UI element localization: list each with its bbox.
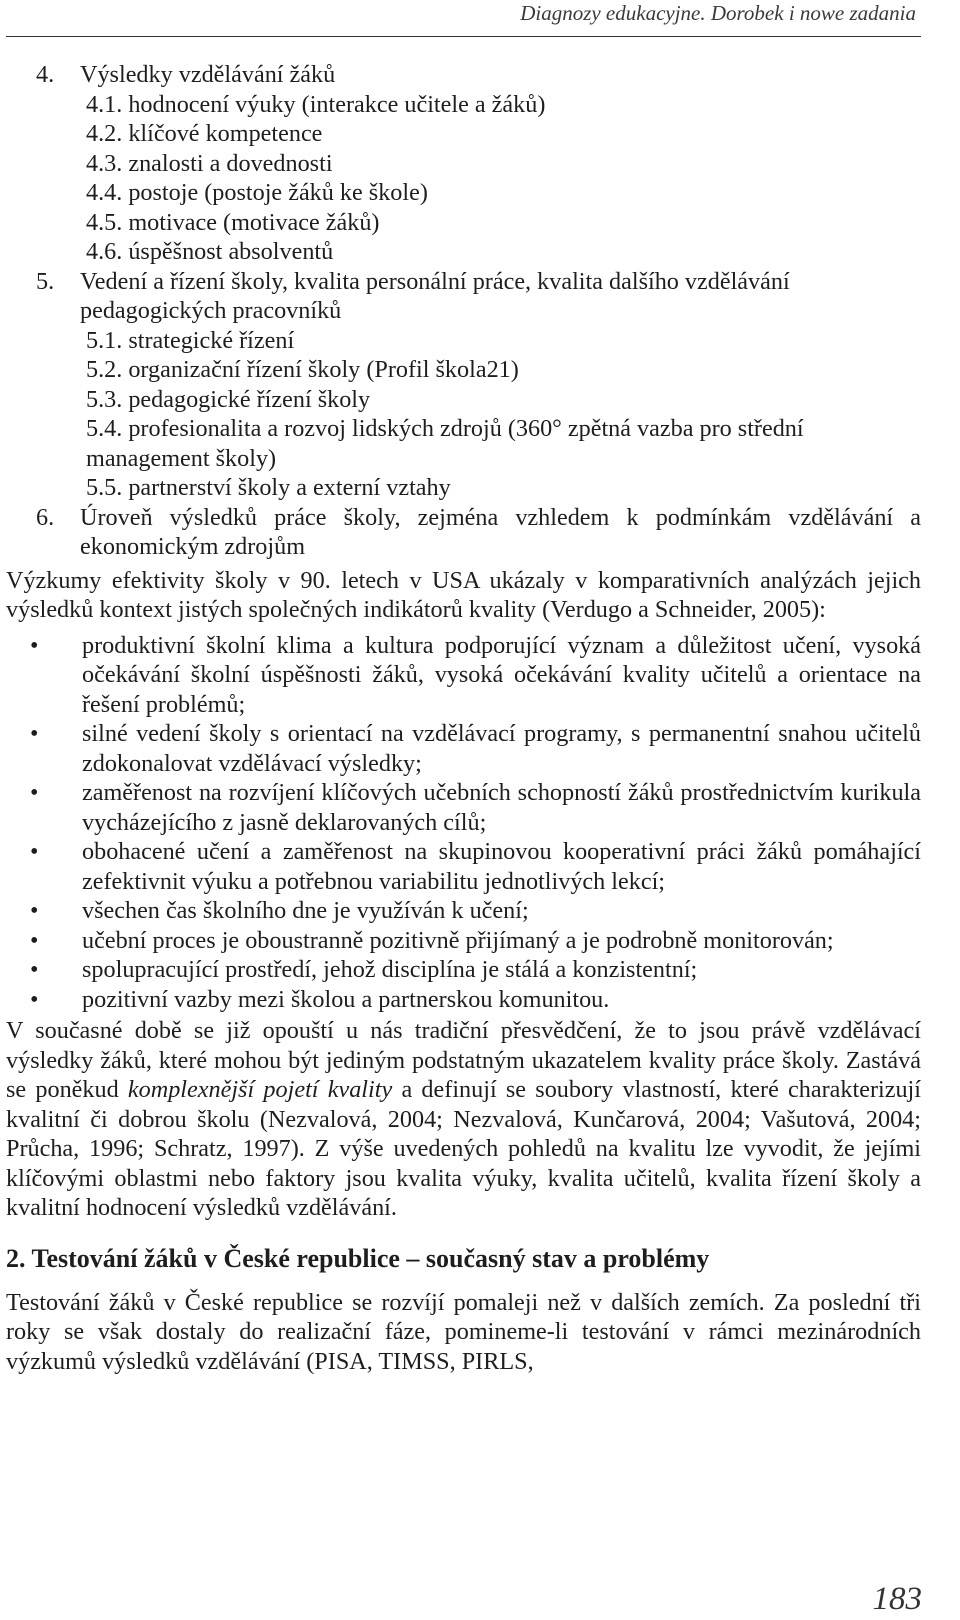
list-item: [6, 778, 921, 837]
bullet-icon: •: [30, 956, 39, 983]
list-item-text: učební proces je oboustranně pozitivně přijímaný a je podrobně monitorován;: [82, 926, 834, 954]
outline-item-title: Vedení a řízení školy, kvalita personální práce, kvalita dalšího vzdělávání pedagogických pracovníků: [80, 267, 790, 324]
quality-paragraph: [6, 1016, 921, 1223]
list-item-text: pozitivní vazby mezi školou a partnerskou komunitou.: [82, 985, 610, 1013]
list-item: [6, 955, 921, 985]
list-item: [6, 896, 921, 926]
page-content: [6, 60, 921, 1376]
section-paragraph: Testování žáků v České republice se rozvíjí pomaleji než v dalších zemích. Za poslední tři roky se však dostaly do realizační fáze, pomineme-li testování v rámci mezinárodních výzkumů výsledků vzdělávání (PISA, TIMSS, PIRLS,: [6, 1288, 921, 1375]
page-number: 183: [872, 1581, 922, 1617]
outline-subitem: 5.5. partnerství školy a externí vztahy: [86, 474, 451, 501]
bullet-icon: •: [30, 779, 39, 806]
bullet-icon: •: [30, 926, 39, 954]
list-item: [6, 631, 921, 720]
outline-subitem: 5.1. strategické řízení: [86, 326, 295, 354]
bullet-icon: •: [30, 838, 39, 865]
outline-subitem: 5.3. pedagogické řízení školy: [86, 385, 371, 413]
list-item-text: všechen čas školního dne je využíván k učení;: [82, 897, 529, 924]
outline-subitem: 4.5. motivace (motivace žáků): [86, 208, 380, 236]
outline-item-4: [6, 60, 921, 90]
bullet-icon: •: [30, 985, 39, 1013]
outline-subitem: 4.2. klíčové kompetence: [86, 120, 323, 147]
emphasis-text: komplexnější pojetí kvality: [127, 1076, 393, 1103]
list-item-text: silné vedení školy s orientací na vzdělávací programy, s permanentní snahou učitelů zdokonalovat vzdělávací výsledky;: [82, 720, 921, 777]
quality-indicator-list: [6, 631, 921, 1015]
list-item-text: produktivní školní klima a kultura podporující význam a důležitost učení, vysoká očekávání školní úspěšnosti žáků, vysoká očekávání kvality učitelů a orientace na řešení problémů;: [82, 631, 921, 718]
outline-subitem: 5.2. organizační řízení školy (Profil škola21): [86, 356, 519, 383]
list-item: [6, 985, 921, 1015]
list-item: [6, 926, 921, 956]
outline-item-number: 6.: [36, 503, 55, 531]
header-rule: [6, 36, 921, 37]
bullet-icon: •: [30, 897, 39, 924]
running-header: Diagnozy edukacyjne. Dorobek i nowe zadania: [520, 1, 916, 25]
outline-subitem: 4.3. znalosti a dovednosti: [86, 149, 333, 177]
outline-item-title: Výsledky vzdělávání žáků: [80, 61, 336, 88]
outline-subitem: 4.1. hodnocení výuky (interakce učitele a žáků): [86, 90, 546, 118]
outline-item-number: 5.: [36, 267, 55, 295]
list-item-text: zaměřenost na rozvíjení klíčových učebních schopností žáků prostřednictvím kurikula vycházejícího z jasně deklarovaných cílů;: [82, 779, 921, 836]
intro-paragraph: Výzkumy efektivity školy v 90. letech v USA ukázaly v komparativních analýzách jejich výsledků kontext jistých společných indikátorů kvality (Verdugo a Schneider, 2005):: [6, 566, 921, 623]
list-item-text: obohacené učení a zaměřenost na skupinovou kooperativní práci žáků pomáhající zefektivnit výuku a potřebnou variabilitu jednotlivých lekcí;: [82, 838, 921, 895]
section-heading: 2. Testování žáků v České republice – současný stav a problémy: [6, 1243, 710, 1273]
paragraph-text: a definují se soubory vlastností, které charakterizují kvalitní či dobrou školu (Nezvalová, 2004; Nezvalová, Kunčarová, 2004; Vašutová, 2004; Průcha, 1996; Schratz, 1997). Z výše uvedených pohledů na kvalitu lze vyvodit, že jejími klíčovými oblastmi nebo faktory jsou kvalita výuky, kvalita učitelů, kvalita řízení školy a kvalitní hodnocení výsledků vzdělávání.: [6, 1076, 921, 1221]
outline-subitem: 4.6. úspěšnost absolventů: [86, 238, 334, 265]
outline-subitem: 4.4. postoje (postoje žáků ke škole): [86, 179, 428, 206]
list-item-text: spolupracující prostředí, jehož disciplína je stálá a konzistentní;: [82, 956, 698, 983]
paragraph-text: V současné době se již opouští u nás tradiční přesvědčení, že to jsou právě vzdělávací výsledky žáků, které mohou být jediným podstatným ukazatelem kvality práce školy. Zastává se poněkud: [6, 1017, 921, 1103]
outline-item-number: 4.: [36, 61, 55, 88]
bullet-icon: •: [30, 720, 39, 747]
outline-item-5: [6, 267, 921, 326]
list-item: [6, 837, 921, 896]
outline-item-6: [6, 503, 921, 562]
outline-item-title: Úroveň výsledků práce školy, zejména vzhledem k podmínkám vzdělávání a ekonomickým zdrojům: [80, 503, 921, 560]
list-item: [6, 719, 921, 778]
outline-subitem: 5.4. profesionalita a rozvoj lidských zdrojů (360° zpětná vazba pro střední management školy): [86, 415, 804, 472]
bullet-icon: •: [30, 631, 39, 659]
